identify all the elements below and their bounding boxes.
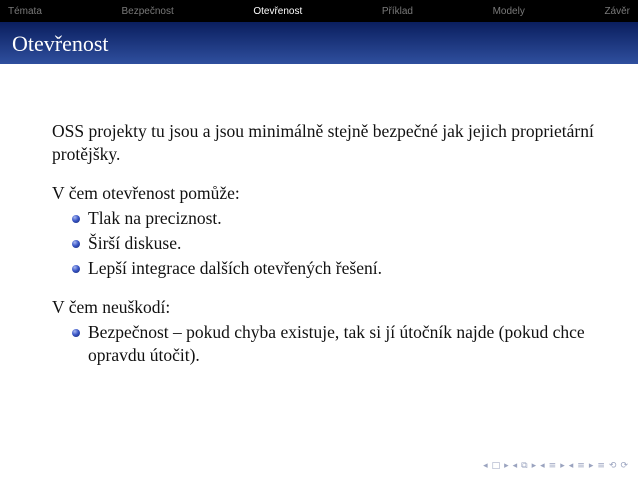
next-section-icon[interactable]: ▸ xyxy=(560,461,565,471)
list-item: Bezpečnost – pokud chyba existuje, tak si jí útočník najde (pokud chce opravdu útočit). xyxy=(72,321,612,367)
section-intro-no-harm: V čem neuškodí: xyxy=(52,297,171,317)
prev-section-icon[interactable]: ◂ xyxy=(540,461,545,471)
nav-tab-modely[interactable]: Modely xyxy=(492,5,525,17)
section-icon[interactable]: ≡ xyxy=(548,461,557,471)
prev-document-icon[interactable]: ◂ xyxy=(568,461,574,471)
nav-tab-otevrenost[interactable]: Otevřenost xyxy=(253,5,303,17)
subsection-icon[interactable]: ⧉ xyxy=(521,461,528,471)
bullet-icon xyxy=(72,215,80,223)
beamer-navigation-symbols xyxy=(483,461,628,471)
next-document-icon[interactable]: ▸ xyxy=(588,461,594,471)
frame-title-bar xyxy=(0,22,638,64)
bullet-list-helps xyxy=(52,207,612,280)
prev-frame-icon[interactable]: ◂ xyxy=(483,461,488,471)
bullet-icon xyxy=(72,329,80,337)
list-item: Širší diskuse. xyxy=(72,232,612,255)
page-title: Otevřenost xyxy=(12,31,109,56)
list-item: Tlak na preciznost. xyxy=(72,207,612,230)
bullet-icon xyxy=(72,240,80,248)
prev-subsection-icon[interactable]: ◂ xyxy=(512,461,518,471)
list-item: Lepší integrace dalších otevřených řešení. xyxy=(72,257,612,280)
section-intro-helps: V čem otevřenost pomůže: xyxy=(52,183,240,203)
intro-paragraph: OSS projekty tu jsou a jsou minimálně stejně bezpečné jak jejich proprietární protějšky. xyxy=(52,121,594,164)
nav-tab-zaver[interactable]: Závěr xyxy=(604,5,630,17)
bullet-icon xyxy=(72,265,80,273)
appendix-icon[interactable]: ≡ xyxy=(597,461,605,471)
section-navigation-bar xyxy=(0,0,638,22)
frame-icon[interactable]: □ xyxy=(491,461,501,471)
back-icon[interactable]: ⟲ xyxy=(608,461,617,471)
document-icon[interactable]: ≡ xyxy=(577,461,585,471)
forward-icon[interactable]: ⟳ xyxy=(620,461,628,471)
next-frame-icon[interactable]: ▸ xyxy=(504,461,509,471)
next-subsection-icon[interactable]: ▸ xyxy=(531,461,537,471)
nav-tab-bezpecnost[interactable]: Bezpečnost xyxy=(121,5,174,17)
slide-content xyxy=(52,120,612,383)
nav-tab-temata[interactable]: Témata xyxy=(8,5,42,17)
bullet-list-no-harm xyxy=(52,321,612,367)
nav-tab-priklad[interactable]: Příklad xyxy=(381,5,413,17)
